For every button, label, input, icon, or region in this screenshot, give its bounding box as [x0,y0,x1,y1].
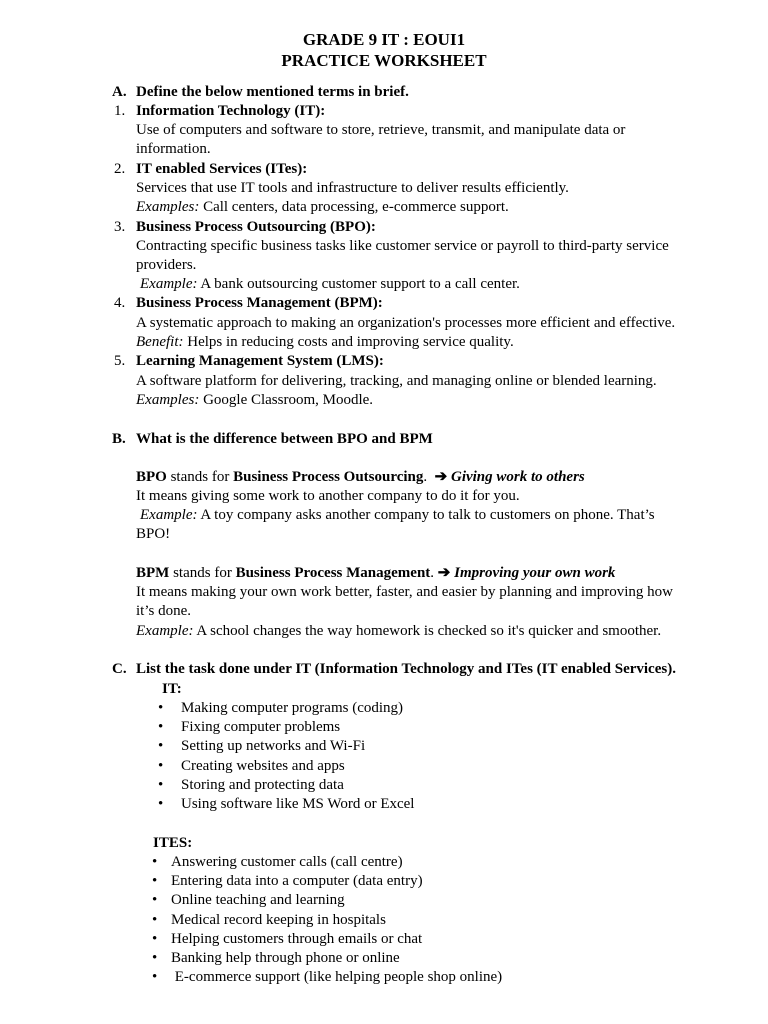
ites-task-item: Online teaching and learning [171,892,345,909]
arrow-right-icon: ➔ [437,565,451,581]
item-4-definition: A systematic approach to making an organization's processes more efficient and effective. [136,315,676,331]
bpo-definition: BPO stands for Business Process Outsourcing. ➔ Giving work to others [136,469,585,485]
item-2-number: 2. [114,161,126,177]
it-task-item: Fixing computer problems [181,719,341,736]
bpm-meaning-cont: it’s done. [136,603,191,619]
ites-task-item: Medical record keeping in hospitals [171,911,386,928]
arrow-right-icon: ➔ [434,469,448,485]
item-3-example: Example: A bank outsourcing customer support to a call center. [140,276,520,292]
ites-task-item: Banking help through phone or online [171,950,400,966]
it-task-item: Storing and protecting data [181,776,344,793]
bullet-icon: • [152,911,158,928]
ites-task-item: Entering data into a computer (data entry) [171,873,423,890]
item-5-definition: A software platform for delivering, tracking, and managing online or blended learning. [136,373,657,389]
bullet-icon: • [158,796,164,812]
item-2-term: IT enabled Services (ITes): [136,161,308,177]
ites-task-item: E-commerce support (like helping people shop online) [171,969,503,986]
item-4-number: 4. [114,295,126,311]
ites-label: ITES: [153,835,193,851]
bullet-icon: • [152,892,158,909]
item-4-term: Business Process Management (BPM): [136,295,383,311]
worksheet-title: GRADE 9 IT : EOUI1 [302,30,466,49]
item-2-examples: Examples: Call centers, data processing, e-commerce support. [136,199,509,215]
it-task-item: Making computer programs (coding) [181,700,404,716]
bullet-icon: • [152,930,158,947]
section-b-heading: What is the difference between BPO and BPM [136,431,433,447]
bpm-meaning: It means making your own work better, faster, and easier by planning and improving how [136,584,673,600]
it-task-item: Using software like MS Word or Excel [181,796,415,812]
bullet-icon: • [152,854,158,870]
bpo-example-cont: BPO! [136,526,171,542]
item-3-term: Business Process Outsourcing (BPO): [136,219,376,235]
bullet-icon: • [152,969,158,986]
bullet-icon: • [152,950,158,966]
bpm-definition: BPM stands for Business Process Management. ➔ Improving your own work [136,565,616,581]
bullet-icon: • [152,873,158,890]
bpo-meaning: It means giving some work to another company to do it for you. [136,488,520,504]
section-b-marker: B. [112,431,126,447]
item-5-examples: Examples: Google Classroom, Moodle. [136,392,374,408]
item-5-number: 5. [114,353,126,369]
item-3-definition: Contracting specific business tasks like customer service or payroll to third-party service [136,238,669,254]
item-5-term: Learning Management System (LMS): [136,353,384,369]
bullet-icon: • [158,738,164,755]
it-label: IT: [162,681,182,697]
section-c-heading: List the task done under IT (Information Technology and ITes (IT enabled Services). [136,661,676,677]
item-3-definition-cont: providers. [136,257,197,273]
it-task-item: Creating websites and apps [181,757,345,774]
section-a-heading: Define the below mentioned terms in brief. [136,84,409,100]
bullet-icon: • [158,757,164,774]
bpm-example: Example: A school changes the way homework is checked so it's quicker and smoother. [136,623,662,639]
it-task-item: Setting up networks and Wi-Fi [181,738,366,755]
bpo-example: Example: A toy company asks another company to talk to customers on phone. That’s [140,507,655,523]
item-1-definition-cont: information. [136,141,211,157]
section-a-marker: A. [112,84,127,100]
item-4-benefit: Benefit: Helps in reducing costs and improving service quality. [136,334,514,350]
ites-task-item: Answering customer calls (call centre) [171,854,403,870]
item-3-number: 3. [114,219,126,235]
bullet-icon: • [158,700,164,716]
bullet-icon: • [158,719,164,736]
item-1-term: Information Technology (IT): [136,103,326,119]
ites-task-item: Helping customers through emails or chat [171,930,423,947]
item-1-number: 1. [114,103,126,119]
section-c-marker: C. [112,661,127,677]
bullet-icon: • [158,776,164,793]
worksheet-subtitle: PRACTICE WORKSHEET [281,51,487,70]
item-2-definition: Services that use IT tools and infrastructure to deliver results efficiently. [136,180,569,196]
item-1-definition: Use of computers and software to store, retrieve, transmit, and manipulate data or [136,122,626,138]
